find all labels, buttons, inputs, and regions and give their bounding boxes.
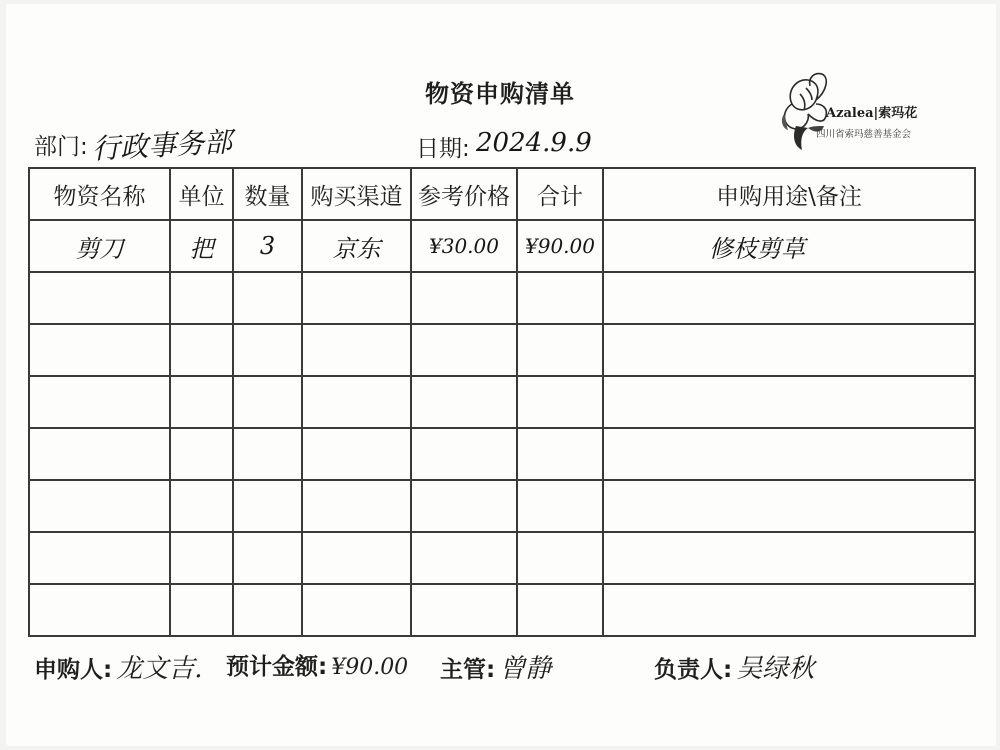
table-cell	[170, 584, 233, 636]
table-cell	[603, 532, 975, 584]
table-cell	[29, 428, 170, 480]
cell-total: ¥90.00	[517, 220, 603, 272]
table-cell	[233, 428, 302, 480]
table-cell	[603, 324, 975, 376]
table-row	[29, 376, 975, 428]
logo-brand-text: Azalea|索玛花	[826, 106, 918, 121]
table-cell	[302, 324, 411, 376]
table-cell	[411, 532, 517, 584]
table-cell	[29, 480, 170, 532]
header-quantity: 数量	[233, 168, 302, 220]
table-cell	[603, 376, 975, 428]
table-cell	[517, 428, 603, 480]
table-cell	[170, 272, 233, 324]
responsible-label: 负责人:	[654, 657, 733, 683]
table-cell	[170, 532, 233, 584]
table-cell	[233, 532, 302, 584]
table-cell	[233, 480, 302, 532]
cell-purpose-notes: 修枝剪草	[603, 220, 975, 272]
department-value: 行政事务部	[91, 125, 233, 166]
table-cell	[517, 532, 603, 584]
purchase-table	[28, 167, 976, 637]
table-row	[29, 532, 975, 584]
date-value: 2024.9.9	[476, 128, 592, 158]
table-cell	[170, 376, 233, 428]
table-cell	[411, 376, 517, 428]
header-channel: 购买渠道	[302, 168, 411, 220]
table-row	[29, 480, 975, 532]
table-cell	[411, 324, 517, 376]
table-cell	[517, 480, 603, 532]
department-label: 部门:	[34, 134, 88, 160]
table-row	[29, 220, 975, 272]
table-cell	[411, 480, 517, 532]
table-row	[29, 324, 975, 376]
table-cell	[29, 376, 170, 428]
table-cell	[29, 584, 170, 636]
table-cell	[603, 428, 975, 480]
table-cell	[517, 376, 603, 428]
supervisor-label: 主管:	[440, 657, 496, 683]
table-row	[29, 272, 975, 324]
table-cell	[603, 480, 975, 532]
table-cell	[517, 324, 603, 376]
table-cell	[29, 272, 170, 324]
cell-quantity: 3	[233, 220, 302, 272]
table-cell	[603, 272, 975, 324]
table-cell	[302, 428, 411, 480]
header-purpose-notes: 申购用途\备注	[603, 168, 975, 220]
cell-item-name: 剪刀	[29, 220, 170, 272]
cell-ref-price: ¥30.00	[411, 220, 517, 272]
table-cell	[29, 324, 170, 376]
header-ref-price: 参考价格	[411, 168, 517, 220]
table-cell	[302, 376, 411, 428]
form-title: 物资申购清单	[425, 80, 575, 108]
table-row	[29, 584, 975, 636]
estimated-amount-label: 预计金额:	[226, 654, 328, 680]
applicant-field	[34, 648, 202, 685]
supervisor-field	[440, 648, 551, 685]
table-cell	[517, 584, 603, 636]
applicant-label: 申购人:	[34, 657, 113, 683]
table-cell	[411, 428, 517, 480]
table-cell	[302, 480, 411, 532]
responsible-field	[654, 648, 814, 685]
table-cell	[411, 272, 517, 324]
table-cell	[233, 324, 302, 376]
table-cell	[603, 584, 975, 636]
table-cell	[170, 428, 233, 480]
table-cell	[170, 324, 233, 376]
table-cell	[302, 272, 411, 324]
estimated-amount-value: ¥90.00	[331, 655, 409, 680]
estimated-amount-field	[226, 648, 408, 681]
table-cell	[170, 480, 233, 532]
supervisor-signature: 曾静	[499, 654, 552, 684]
logo-subtitle: 四川省索玛慈善基金会	[816, 129, 912, 140]
table-cell	[517, 272, 603, 324]
table-cell	[411, 584, 517, 636]
table-cell	[233, 272, 302, 324]
date-label: 日期:	[416, 136, 470, 162]
header-item-name: 物资名称	[29, 168, 170, 220]
table-header-row	[29, 168, 975, 220]
cell-channel: 京东	[302, 220, 411, 272]
applicant-value: 龙文吉.	[116, 654, 203, 684]
header-total: 合计	[517, 168, 603, 220]
table-row	[29, 428, 975, 480]
table-cell	[302, 584, 411, 636]
cell-unit: 把	[170, 220, 233, 272]
responsible-signature: 吴绿秋	[736, 654, 815, 684]
table-cell	[29, 532, 170, 584]
table-cell	[302, 532, 411, 584]
table-cell	[233, 376, 302, 428]
table-cell	[233, 584, 302, 636]
header-unit: 单位	[170, 168, 233, 220]
